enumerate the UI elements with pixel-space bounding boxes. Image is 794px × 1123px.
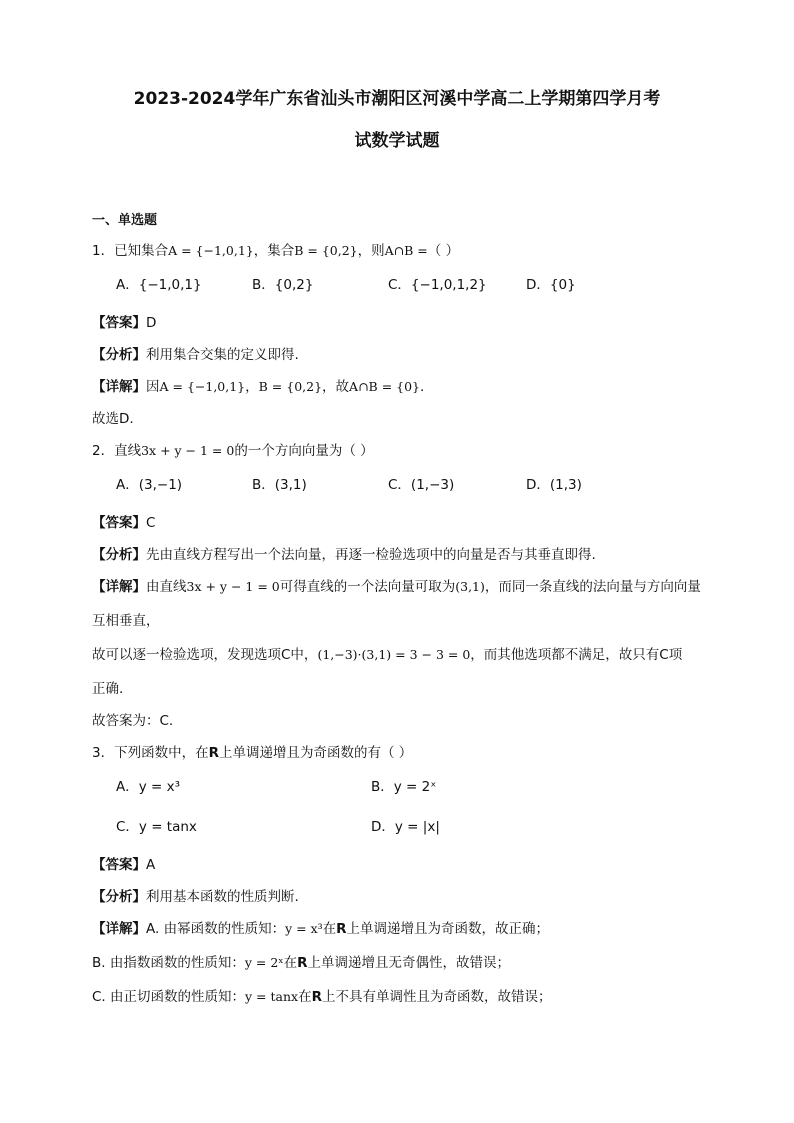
question-3-answer <box>92 856 702 874</box>
stem-text: 的一个方向向量为（ ） <box>234 443 374 459</box>
detail-text: ，故 <box>322 379 350 395</box>
detail-text: 在 <box>298 989 312 1005</box>
option-b: B．{0,2} <box>252 277 314 293</box>
question-1-options <box>92 276 702 294</box>
detail-text: 上单调递增且为奇函数，故正确； <box>346 921 550 937</box>
analysis-tag: 【分析】 <box>92 347 146 363</box>
detail-text: ， <box>245 379 259 395</box>
question-2-conclusion: 故答案为：C. <box>92 713 174 729</box>
answer-value: C <box>146 515 156 531</box>
answer-tag: 【答案】 <box>92 857 146 873</box>
question-2-stem <box>92 442 702 460</box>
option-d: D．{0} <box>526 277 576 293</box>
question-2-analysis <box>92 546 702 564</box>
detail-text: B. 由指数函数的性质知： <box>92 955 245 971</box>
math-expression: 3x + y − 1 = 0 <box>141 443 235 458</box>
document-title-line-1: 2023-2024学年广东省汕头市潮阳区河溪中学高二上学期第四学月考 <box>133 89 661 109</box>
answer-tag: 【答案】 <box>92 515 146 531</box>
question-number: 1．已知集合 <box>92 243 169 259</box>
document-title-line-2: 试数学试题 <box>354 131 440 151</box>
analysis-tag: 【分析】 <box>92 547 146 563</box>
question-3-detail-a <box>92 920 702 938</box>
detail-text: ，而同一条直线的法向量与方向向量 <box>484 579 701 595</box>
question-2-detail-line-4: 正确. <box>92 681 124 697</box>
analysis-tag: 【分析】 <box>92 889 146 905</box>
answer-value: D <box>146 315 157 331</box>
detail-text: 由直线 <box>146 579 187 595</box>
section-heading: 一、单选题 <box>92 213 158 228</box>
real-numbers-symbol: R <box>208 745 219 761</box>
math-expression: A∩B = {0} <box>349 379 421 394</box>
math-expression: y = tanx <box>245 989 299 1004</box>
detail-text: 可得直线的一个法向量可取为 <box>279 579 456 595</box>
question-1-analysis <box>92 346 702 364</box>
option-d: D．y = |x| <box>371 819 440 835</box>
question-2-options <box>92 476 702 494</box>
stem-text: ，集合 <box>253 243 295 259</box>
option-b: B．(3,1) <box>252 477 307 493</box>
question-1-detail <box>92 378 702 396</box>
question-1-conclusion: 故选D. <box>92 411 134 427</box>
real-numbers-symbol: R <box>336 921 347 937</box>
math-expression: A = {−1,0,1} <box>168 243 254 258</box>
real-numbers-symbol: R <box>311 989 322 1005</box>
option-a: A．(3,−1) <box>116 477 183 493</box>
stem-text: 上单调递增且为奇函数的有（ ） <box>219 745 413 761</box>
option-c: C．{−1,0,1,2} <box>388 277 487 293</box>
math-expression: B = {0,2} <box>294 243 358 258</box>
option-b: B．y = 2ˣ <box>371 779 437 795</box>
question-3-detail-c <box>92 988 702 1006</box>
answer-value: A <box>146 857 156 873</box>
detail-tag: 【详解】 <box>92 921 146 937</box>
question-2-detail <box>92 578 702 596</box>
detail-text: 在 <box>322 921 337 937</box>
question-3-options-row-2 <box>92 818 702 836</box>
question-1-stem <box>92 242 702 260</box>
detail-text: 上单调递增且无奇偶性，故错误； <box>307 955 510 971</box>
question-2-detail-line-3 <box>92 646 702 664</box>
detail-text: C. 由正切函数的性质知： <box>92 989 246 1005</box>
question-number: 2．直线 <box>92 443 142 459</box>
math-expression: 3x + y − 1 = 0 <box>186 579 280 594</box>
question-3-stem <box>92 744 702 762</box>
option-a: A．y = x³ <box>116 779 181 795</box>
math-expression: y = x³ <box>285 921 323 936</box>
detail-text: 上不具有单调性且为奇函数，故错误； <box>321 989 552 1005</box>
answer-tag: 【答案】 <box>92 315 146 331</box>
option-a: A．{−1,0,1} <box>116 277 202 293</box>
detail-text: 因 <box>146 379 160 395</box>
detail-text: ，而其他选项都不满足，故只有C项 <box>470 647 683 663</box>
detail-text: 在 <box>283 955 298 971</box>
question-2-detail-line-2: 互相垂直， <box>92 613 160 629</box>
analysis-text: 先由直线方程写出一个法向量，再逐一检验选项中的向量是否与其垂直即得. <box>146 547 596 563</box>
math-expression: A = {−1,0,1} <box>159 379 246 394</box>
math-expression: (1,−3)·(3,1) = 3 − 3 = 0 <box>317 647 471 662</box>
question-3-detail-b <box>92 954 702 972</box>
analysis-text: 利用基本函数的性质判断. <box>146 889 299 905</box>
real-numbers-symbol: R <box>297 955 308 971</box>
option-c: C．y = tanx <box>116 819 197 835</box>
question-3-analysis <box>92 888 702 906</box>
math-expression: A∩B = <box>384 243 428 258</box>
detail-text: . <box>420 379 425 395</box>
option-d: D．(1,3) <box>526 477 582 493</box>
question-2-answer <box>92 514 702 532</box>
math-expression: (3,1) <box>455 579 485 594</box>
stem-text: （ ） <box>427 243 460 259</box>
question-number: 3．下列函数中，在 <box>92 745 209 761</box>
math-expression: y = 2ˣ <box>244 955 284 970</box>
detail-tag: 【详解】 <box>92 579 146 595</box>
option-c: C．(1,−3) <box>388 477 455 493</box>
detail-text: A. 由幂函数的性质知： <box>146 921 286 937</box>
analysis-text: 利用集合交集的定义即得. <box>146 347 299 363</box>
detail-text: 故可以逐一检验选项，发现选项C中， <box>92 647 318 663</box>
question-1-answer <box>92 314 702 332</box>
stem-text: ，则 <box>357 243 385 259</box>
math-expression: B = {0,2} <box>258 379 323 394</box>
question-3-options-row-1 <box>92 778 702 796</box>
detail-tag: 【详解】 <box>92 379 146 395</box>
